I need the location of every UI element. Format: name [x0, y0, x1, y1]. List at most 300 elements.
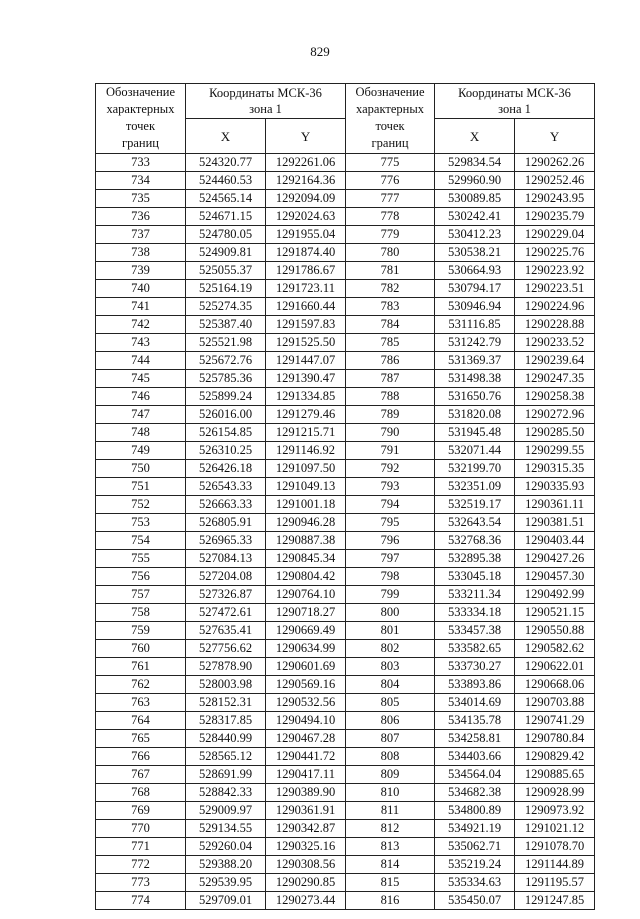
point-number-left: 745: [96, 370, 186, 388]
x-coordinate-right: 531242.79: [435, 334, 515, 352]
point-number-right: 816: [346, 892, 435, 910]
x-coordinate-left: 526310.25: [186, 442, 266, 460]
y-coordinate-right: 1290225.76: [515, 244, 595, 262]
y-coordinate-right: 1290741.29: [515, 712, 595, 730]
y-coordinate-right: 1290228.88: [515, 316, 595, 334]
table-row: [96, 658, 595, 676]
point-number-right: 786: [346, 352, 435, 370]
y-coordinate-left: 1291390.47: [266, 370, 346, 388]
table-row: [96, 280, 595, 298]
point-number-left: 766: [96, 748, 186, 766]
y-coordinate-left: 1290532.56: [266, 694, 346, 712]
y-coordinate-left: 1292094.09: [266, 190, 346, 208]
y-coordinate-left: 1290669.49: [266, 622, 346, 640]
x-coordinate-right: 530794.17: [435, 280, 515, 298]
point-number-right: 795: [346, 514, 435, 532]
y-coordinate-right: 1290315.35: [515, 460, 595, 478]
point-number-right: 800: [346, 604, 435, 622]
table-row: [96, 604, 595, 622]
point-number-right: 791: [346, 442, 435, 460]
table-row: [96, 586, 595, 604]
point-number-left: 765: [96, 730, 186, 748]
y-coordinate-left: 1291097.50: [266, 460, 346, 478]
x-coordinate-right: 531650.76: [435, 388, 515, 406]
y-coordinate-right: 1290521.15: [515, 604, 595, 622]
y-coordinate-left: 1291001.18: [266, 496, 346, 514]
y-coordinate-right: 1290229.04: [515, 226, 595, 244]
x-coordinate-left: 529134.55: [186, 820, 266, 838]
y-coordinate-left: 1290308.56: [266, 856, 346, 874]
x-coordinate-left: 528691.99: [186, 766, 266, 784]
table-row: [96, 640, 595, 658]
table-row: [96, 424, 595, 442]
x-coordinate-right: 533893.86: [435, 676, 515, 694]
x-coordinate-right: 532351.09: [435, 478, 515, 496]
point-number-right: 815: [346, 874, 435, 892]
point-number-left: 750: [96, 460, 186, 478]
point-number-left: 733: [96, 154, 186, 172]
table-row: [96, 298, 595, 316]
point-number-right: 813: [346, 838, 435, 856]
y-coordinate-left: 1290441.72: [266, 748, 346, 766]
y-coordinate-right: 1291247.85: [515, 892, 595, 910]
x-coordinate-right: 533045.18: [435, 568, 515, 586]
point-number-right: 778: [346, 208, 435, 226]
y-coordinate-left: 1291146.92: [266, 442, 346, 460]
x-coordinate-right: 529960.90: [435, 172, 515, 190]
point-number-left: 758: [96, 604, 186, 622]
y-coordinate-left: 1292261.06: [266, 154, 346, 172]
x-coordinate-right: 531945.48: [435, 424, 515, 442]
table-row: [96, 568, 595, 586]
point-number-right: 798: [346, 568, 435, 586]
x-coordinate-right: 530538.21: [435, 244, 515, 262]
point-number-left: 746: [96, 388, 186, 406]
x-coordinate-right: 533582.65: [435, 640, 515, 658]
table-row: [96, 154, 595, 172]
x-coordinate-left: 528317.85: [186, 712, 266, 730]
x-coordinate-left: 529388.20: [186, 856, 266, 874]
y-coordinate-left: 1290569.16: [266, 676, 346, 694]
point-number-right: 812: [346, 820, 435, 838]
y-coordinate-left: 1292164.36: [266, 172, 346, 190]
y-coordinate-right: 1290247.35: [515, 370, 595, 388]
point-number-right: 779: [346, 226, 435, 244]
x-coordinate-right: 535062.71: [435, 838, 515, 856]
x-coordinate-left: 524671.15: [186, 208, 266, 226]
point-number-left: 760: [96, 640, 186, 658]
y-coordinate-left: 1291334.85: [266, 388, 346, 406]
header-crs-left: Координаты МСК-36 зона 1: [186, 84, 346, 119]
point-number-right: 811: [346, 802, 435, 820]
point-number-right: 807: [346, 730, 435, 748]
point-number-right: 789: [346, 406, 435, 424]
point-number-left: 770: [96, 820, 186, 838]
point-number-left: 749: [96, 442, 186, 460]
y-coordinate-left: 1291955.04: [266, 226, 346, 244]
point-number-right: 809: [346, 766, 435, 784]
y-coordinate-right: 1290403.44: [515, 532, 595, 550]
x-coordinate-right: 534564.04: [435, 766, 515, 784]
x-coordinate-right: 529834.54: [435, 154, 515, 172]
x-coordinate-right: 533334.18: [435, 604, 515, 622]
y-coordinate-left: 1290845.34: [266, 550, 346, 568]
x-coordinate-left: 527084.13: [186, 550, 266, 568]
table-row: [96, 784, 595, 802]
header-crs-right: Координаты МСК-36 зона 1: [435, 84, 595, 119]
x-coordinate-left: 527878.90: [186, 658, 266, 676]
y-coordinate-right: 1290243.95: [515, 190, 595, 208]
page-number: 829: [310, 44, 330, 59]
x-coordinate-right: 530946.94: [435, 298, 515, 316]
table-row: [96, 262, 595, 280]
point-number-right: 792: [346, 460, 435, 478]
x-coordinate-left: 528842.33: [186, 784, 266, 802]
y-coordinate-right: 1290550.88: [515, 622, 595, 640]
point-number-right: 775: [346, 154, 435, 172]
y-coordinate-left: 1291049.13: [266, 478, 346, 496]
x-coordinate-left: 529260.04: [186, 838, 266, 856]
point-number-left: 740: [96, 280, 186, 298]
point-number-left: 737: [96, 226, 186, 244]
point-number-left: 774: [96, 892, 186, 910]
y-coordinate-right: 1290361.11: [515, 496, 595, 514]
x-coordinate-right: 531498.38: [435, 370, 515, 388]
point-number-right: 777: [346, 190, 435, 208]
y-coordinate-left: 1290601.69: [266, 658, 346, 676]
table-row: [96, 748, 595, 766]
point-number-right: 804: [346, 676, 435, 694]
x-coordinate-right: 531820.08: [435, 406, 515, 424]
point-number-right: 797: [346, 550, 435, 568]
x-coordinate-right: 532643.54: [435, 514, 515, 532]
point-number-left: 743: [96, 334, 186, 352]
y-coordinate-right: 1290272.96: [515, 406, 595, 424]
table-row: [96, 874, 595, 892]
x-coordinate-right: 534135.78: [435, 712, 515, 730]
table-row: [96, 766, 595, 784]
y-coordinate-right: 1290885.65: [515, 766, 595, 784]
point-number-left: 753: [96, 514, 186, 532]
x-coordinate-left: 526154.85: [186, 424, 266, 442]
table-row: [96, 388, 595, 406]
table-row: [96, 532, 595, 550]
point-number-right: 790: [346, 424, 435, 442]
point-number-left: 755: [96, 550, 186, 568]
x-coordinate-right: 530242.41: [435, 208, 515, 226]
y-coordinate-right: 1291144.89: [515, 856, 595, 874]
y-coordinate-left: 1291525.50: [266, 334, 346, 352]
x-coordinate-right: 535219.24: [435, 856, 515, 874]
table-row: [96, 442, 595, 460]
y-coordinate-right: 1290829.42: [515, 748, 595, 766]
x-coordinate-left: 525672.76: [186, 352, 266, 370]
point-number-left: 748: [96, 424, 186, 442]
y-coordinate-left: 1291660.44: [266, 298, 346, 316]
point-number-right: 781: [346, 262, 435, 280]
y-coordinate-left: 1291874.40: [266, 244, 346, 262]
point-number-left: 742: [96, 316, 186, 334]
y-coordinate-right: 1290285.50: [515, 424, 595, 442]
point-number-right: 806: [346, 712, 435, 730]
point-number-right: 799: [346, 586, 435, 604]
point-number-right: 780: [346, 244, 435, 262]
x-coordinate-left: 529539.95: [186, 874, 266, 892]
y-coordinate-right: 1291195.57: [515, 874, 595, 892]
y-coordinate-left: 1291597.83: [266, 316, 346, 334]
point-number-right: 794: [346, 496, 435, 514]
point-number-right: 782: [346, 280, 435, 298]
x-coordinate-left: 527756.62: [186, 640, 266, 658]
y-coordinate-left: 1291447.07: [266, 352, 346, 370]
x-coordinate-left: 525521.98: [186, 334, 266, 352]
point-number-right: 787: [346, 370, 435, 388]
table-row: [96, 370, 595, 388]
y-coordinate-left: 1290290.85: [266, 874, 346, 892]
x-coordinate-left: 524909.81: [186, 244, 266, 262]
y-coordinate-left: 1290764.10: [266, 586, 346, 604]
table-row: [96, 352, 595, 370]
y-coordinate-left: 1290467.28: [266, 730, 346, 748]
table-header: [96, 84, 595, 154]
x-coordinate-right: 533730.27: [435, 658, 515, 676]
x-coordinate-left: 525899.24: [186, 388, 266, 406]
point-number-left: 739: [96, 262, 186, 280]
x-coordinate-right: 530089.85: [435, 190, 515, 208]
point-number-left: 764: [96, 712, 186, 730]
x-coordinate-left: 527635.41: [186, 622, 266, 640]
x-coordinate-right: 531369.37: [435, 352, 515, 370]
y-coordinate-right: 1290622.01: [515, 658, 595, 676]
y-coordinate-right: 1290427.26: [515, 550, 595, 568]
y-coordinate-right: 1290262.26: [515, 154, 595, 172]
x-coordinate-left: 526965.33: [186, 532, 266, 550]
x-coordinate-right: 534258.81: [435, 730, 515, 748]
y-coordinate-left: 1290718.27: [266, 604, 346, 622]
point-number-left: 763: [96, 694, 186, 712]
table-row: [96, 190, 595, 208]
table-body: [96, 154, 595, 910]
x-coordinate-left: 527472.61: [186, 604, 266, 622]
y-coordinate-left: 1290361.91: [266, 802, 346, 820]
x-coordinate-right: 534014.69: [435, 694, 515, 712]
x-coordinate-left: 526426.18: [186, 460, 266, 478]
x-coordinate-right: 533457.38: [435, 622, 515, 640]
point-number-right: 801: [346, 622, 435, 640]
x-coordinate-left: 526543.33: [186, 478, 266, 496]
y-coordinate-left: 1291215.71: [266, 424, 346, 442]
point-number-right: 796: [346, 532, 435, 550]
table-row: [96, 514, 595, 532]
y-coordinate-right: 1290335.93: [515, 478, 595, 496]
y-coordinate-right: 1290457.30: [515, 568, 595, 586]
x-coordinate-right: 531116.85: [435, 316, 515, 334]
y-coordinate-right: 1290224.96: [515, 298, 595, 316]
point-number-right: 805: [346, 694, 435, 712]
header-x-right: X: [435, 119, 515, 154]
x-coordinate-left: 524565.14: [186, 190, 266, 208]
y-coordinate-right: 1290973.92: [515, 802, 595, 820]
y-coordinate-left: 1290273.44: [266, 892, 346, 910]
y-coordinate-left: 1290634.99: [266, 640, 346, 658]
x-coordinate-right: 534800.89: [435, 802, 515, 820]
x-coordinate-left: 525164.19: [186, 280, 266, 298]
x-coordinate-left: 528003.98: [186, 676, 266, 694]
point-number-left: 738: [96, 244, 186, 262]
table-row: [96, 244, 595, 262]
point-number-left: 757: [96, 586, 186, 604]
y-coordinate-right: 1290223.51: [515, 280, 595, 298]
y-coordinate-right: 1290252.46: [515, 172, 595, 190]
y-coordinate-left: 1291279.46: [266, 406, 346, 424]
table-row: [96, 478, 595, 496]
x-coordinate-right: 532071.44: [435, 442, 515, 460]
y-coordinate-left: 1290494.10: [266, 712, 346, 730]
y-coordinate-right: 1290239.64: [515, 352, 595, 370]
table-row: [96, 496, 595, 514]
y-coordinate-left: 1291723.11: [266, 280, 346, 298]
table-row: [96, 208, 595, 226]
point-number-left: 767: [96, 766, 186, 784]
table-row: [96, 730, 595, 748]
table-row: [96, 856, 595, 874]
header-y-right: Y: [515, 119, 595, 154]
coordinates-table: [95, 83, 595, 910]
table-row: [96, 406, 595, 424]
point-number-left: 735: [96, 190, 186, 208]
point-number-right: 784: [346, 316, 435, 334]
point-number-left: 769: [96, 802, 186, 820]
point-number-left: 756: [96, 568, 186, 586]
y-coordinate-right: 1290780.84: [515, 730, 595, 748]
point-number-left: 751: [96, 478, 186, 496]
x-coordinate-left: 525055.37: [186, 262, 266, 280]
y-coordinate-left: 1290804.42: [266, 568, 346, 586]
x-coordinate-left: 527204.08: [186, 568, 266, 586]
x-coordinate-left: 528152.31: [186, 694, 266, 712]
x-coordinate-right: 534682.38: [435, 784, 515, 802]
point-number-right: 814: [346, 856, 435, 874]
y-coordinate-right: 1290223.92: [515, 262, 595, 280]
table-row: [96, 892, 595, 910]
point-number-right: 785: [346, 334, 435, 352]
x-coordinate-left: 526663.33: [186, 496, 266, 514]
point-number-left: 734: [96, 172, 186, 190]
x-coordinate-right: 533211.34: [435, 586, 515, 604]
point-number-left: 762: [96, 676, 186, 694]
x-coordinate-right: 535450.07: [435, 892, 515, 910]
x-coordinate-right: 535334.63: [435, 874, 515, 892]
y-coordinate-right: 1290703.88: [515, 694, 595, 712]
table-row: [96, 820, 595, 838]
x-coordinate-right: 534403.66: [435, 748, 515, 766]
table-row: [96, 622, 595, 640]
point-number-right: 808: [346, 748, 435, 766]
x-coordinate-right: 534921.19: [435, 820, 515, 838]
y-coordinate-right: 1290582.62: [515, 640, 595, 658]
y-coordinate-right: 1290381.51: [515, 514, 595, 532]
table-row: [96, 316, 595, 334]
x-coordinate-left: 528440.99: [186, 730, 266, 748]
y-coordinate-right: 1290233.52: [515, 334, 595, 352]
y-coordinate-left: 1290417.11: [266, 766, 346, 784]
y-coordinate-right: 1290299.55: [515, 442, 595, 460]
point-number-left: 747: [96, 406, 186, 424]
point-number-right: 803: [346, 658, 435, 676]
y-coordinate-left: 1291786.67: [266, 262, 346, 280]
point-number-right: 802: [346, 640, 435, 658]
point-number-left: 754: [96, 532, 186, 550]
x-coordinate-left: 524320.77: [186, 154, 266, 172]
point-number-left: 773: [96, 874, 186, 892]
y-coordinate-left: 1290342.87: [266, 820, 346, 838]
point-number-left: 772: [96, 856, 186, 874]
x-coordinate-left: 528565.12: [186, 748, 266, 766]
table-row: [96, 460, 595, 478]
point-number-left: 768: [96, 784, 186, 802]
x-coordinate-right: 532895.38: [435, 550, 515, 568]
table-row: [96, 802, 595, 820]
point-number-left: 759: [96, 622, 186, 640]
point-number-left: 736: [96, 208, 186, 226]
table-row: [96, 550, 595, 568]
point-number-left: 771: [96, 838, 186, 856]
x-coordinate-right: 532768.36: [435, 532, 515, 550]
y-coordinate-left: 1290946.28: [266, 514, 346, 532]
x-coordinate-left: 529709.01: [186, 892, 266, 910]
y-coordinate-right: 1291021.12: [515, 820, 595, 838]
table-row: [96, 676, 595, 694]
table-row: [96, 712, 595, 730]
point-number-left: 761: [96, 658, 186, 676]
x-coordinate-left: 529009.97: [186, 802, 266, 820]
y-coordinate-left: 1290389.90: [266, 784, 346, 802]
header-x-left: X: [186, 119, 266, 154]
x-coordinate-left: 524460.53: [186, 172, 266, 190]
point-number-right: 788: [346, 388, 435, 406]
table-row: [96, 172, 595, 190]
point-number-left: 744: [96, 352, 186, 370]
y-coordinate-right: 1290258.38: [515, 388, 595, 406]
x-coordinate-right: 532519.17: [435, 496, 515, 514]
x-coordinate-left: 527326.87: [186, 586, 266, 604]
point-number-right: 783: [346, 298, 435, 316]
x-coordinate-right: 530412.23: [435, 226, 515, 244]
x-coordinate-left: 525274.35: [186, 298, 266, 316]
y-coordinate-right: 1290492.99: [515, 586, 595, 604]
x-coordinate-right: 530664.93: [435, 262, 515, 280]
header-designation-right: Обозначение характерных точек границ: [346, 84, 435, 154]
y-coordinate-left: 1292024.63: [266, 208, 346, 226]
y-coordinate-right: 1291078.70: [515, 838, 595, 856]
x-coordinate-left: 526016.00: [186, 406, 266, 424]
header-designation-left: Обозначение характерных точек границ: [96, 84, 186, 154]
x-coordinate-left: 525387.40: [186, 316, 266, 334]
point-number-right: 793: [346, 478, 435, 496]
y-coordinate-right: 1290235.79: [515, 208, 595, 226]
y-coordinate-left: 1290887.38: [266, 532, 346, 550]
x-coordinate-left: 525785.36: [186, 370, 266, 388]
point-number-left: 741: [96, 298, 186, 316]
table-row: [96, 838, 595, 856]
y-coordinate-right: 1290928.99: [515, 784, 595, 802]
table-row: [96, 694, 595, 712]
x-coordinate-right: 532199.70: [435, 460, 515, 478]
point-number-right: 810: [346, 784, 435, 802]
table-row: [96, 334, 595, 352]
table-row: [96, 226, 595, 244]
y-coordinate-right: 1290668.06: [515, 676, 595, 694]
